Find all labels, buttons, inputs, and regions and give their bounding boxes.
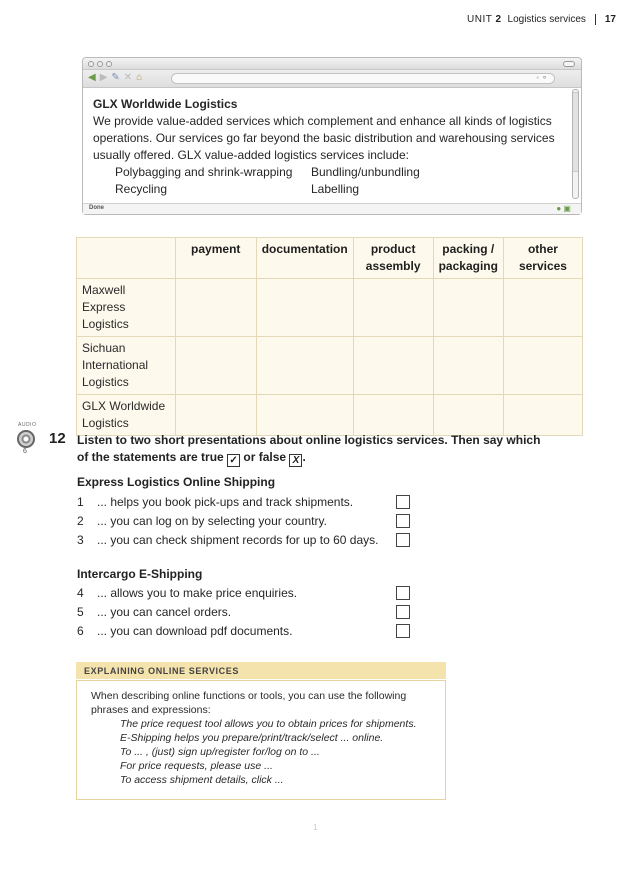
- page-number: 17: [604, 14, 616, 25]
- browser-titlebar: [83, 58, 581, 70]
- unit-label: UNIT 2: [467, 14, 502, 25]
- zoom-window-icon: [106, 61, 112, 67]
- table-cell[interactable]: [256, 395, 353, 436]
- column-header: documentation: [256, 238, 353, 279]
- table-cell[interactable]: [503, 279, 582, 337]
- site-title: GLX Worldwide Logistics: [93, 97, 238, 111]
- page-mark: 1: [313, 823, 318, 832]
- stop-icon: ✕: [123, 72, 133, 83]
- back-arrow-icon: ◀: [88, 72, 96, 83]
- table-corner: [77, 238, 176, 279]
- table-cell[interactable]: [175, 279, 256, 337]
- answer-checkbox[interactable]: [396, 533, 410, 547]
- statement: 2 ... you can log on by selecting your country.: [77, 514, 327, 528]
- table-cell[interactable]: [503, 395, 582, 436]
- statement: 5 ... you can cancel orders.: [77, 605, 232, 619]
- phrase-item: The price request tool allows you to obtain prices for shipments.: [120, 718, 417, 730]
- table-row: [77, 337, 583, 395]
- browser-toolbar: [83, 70, 581, 88]
- feature-item: Recycling: [115, 182, 168, 196]
- track-number: 6: [23, 448, 27, 455]
- feature-item: Bundling/unbundling: [311, 165, 420, 179]
- table-cell[interactable]: [353, 395, 433, 436]
- phrase-item: E-Shipping helps you prepare/print/track/select ... online.: [120, 732, 384, 744]
- statement: 6 ... you can download pdf documents.: [77, 624, 293, 638]
- table-cell[interactable]: [256, 279, 353, 337]
- true-mark-icon: ✓: [227, 454, 240, 467]
- column-header: product assembly: [353, 238, 433, 279]
- scrollbar-thumb: [573, 92, 578, 172]
- exercise-instruction: Listen to two short presentations about online logistics services. Then say which of the statements are true ✓ or false X .: [77, 433, 541, 466]
- table-cell[interactable]: [503, 337, 582, 395]
- feature-list: [93, 164, 567, 198]
- page-header: [467, 14, 616, 25]
- statement: 4 ... allows you to make price enquiries.: [77, 586, 298, 600]
- feature-item: Labelling: [311, 182, 360, 196]
- feature-item: Polybagging and shrink-wrapping: [115, 165, 293, 179]
- browser-window: [82, 57, 582, 215]
- column-header: packing / packaging: [433, 238, 503, 279]
- exercise-number: 12: [49, 430, 66, 447]
- table-cell[interactable]: [175, 395, 256, 436]
- table-cell[interactable]: [353, 337, 433, 395]
- minimize-window-icon: [97, 61, 103, 67]
- row-header: GLX Worldwide Logistics: [77, 395, 176, 436]
- explain-box: [76, 680, 446, 800]
- statement: 3 ... you can check shipment records for up to 60 days.: [77, 533, 379, 547]
- site-paragraph: We provide value-added services which complement and enhance all kinds of logistics operations. Our services go far beyond the basic distribution and warehousing services usually offered. GLX value-added logistics services include:: [93, 114, 555, 162]
- table-row: [77, 279, 583, 337]
- answer-checkbox[interactable]: [396, 495, 410, 509]
- scrollbar: [572, 89, 579, 199]
- explain-heading: EXPLAINING ONLINE SERVICES: [76, 662, 446, 679]
- answer-checkbox[interactable]: [396, 514, 410, 528]
- browser-statusbar: [83, 203, 581, 214]
- table-cell[interactable]: [256, 337, 353, 395]
- forward-arrow-icon: ▶: [99, 72, 108, 83]
- table-cell[interactable]: [433, 279, 503, 337]
- column-header: other services: [503, 238, 582, 279]
- edit-icon: ✎: [111, 72, 120, 83]
- services-table: [76, 237, 583, 436]
- web-page-content: [93, 96, 567, 198]
- answer-checkbox[interactable]: [396, 586, 410, 600]
- table-cell[interactable]: [433, 395, 503, 436]
- table-row: [77, 395, 583, 436]
- phrase-item: For price requests, please use ...: [120, 760, 273, 772]
- phrase-item: To access shipment details, click ...: [120, 774, 284, 786]
- phrase-list: [91, 717, 435, 787]
- section-title: Logistics services: [507, 14, 586, 25]
- status-text: Done: [89, 205, 104, 211]
- home-icon: ⌂: [136, 72, 143, 83]
- column-header: payment: [175, 238, 256, 279]
- toolbar-toggle-icon: [563, 61, 575, 67]
- table-cell[interactable]: [433, 337, 503, 395]
- table-cell[interactable]: [175, 337, 256, 395]
- phrase-item: To ... , (just) sign up/register for/log on to ...: [120, 746, 320, 758]
- cd-icon: [17, 430, 35, 448]
- divider: [595, 14, 596, 25]
- row-header: Sichuan International Logistics: [77, 337, 176, 395]
- status-icons: ● ▣: [556, 204, 571, 213]
- answer-checkbox[interactable]: [396, 605, 410, 619]
- search-icon: ◦ ⚬: [536, 73, 548, 82]
- answer-checkbox[interactable]: [396, 624, 410, 638]
- group-heading: Express Logistics Online Shipping: [77, 475, 276, 489]
- close-window-icon: [88, 61, 94, 67]
- group-heading: Intercargo E-Shipping: [77, 567, 203, 581]
- address-bar: [171, 73, 555, 84]
- statement: 1 ... helps you book pick-ups and track shipments.: [77, 495, 354, 509]
- false-mark-icon: X: [289, 454, 302, 467]
- audio-label: AUDIO: [18, 422, 37, 428]
- table-cell[interactable]: [353, 279, 433, 337]
- explain-intro: When describing online functions or tools, you can use the following phrases and expressions:: [91, 690, 407, 716]
- window-controls: [88, 61, 112, 67]
- row-header: Maxwell Express Logistics: [77, 279, 176, 337]
